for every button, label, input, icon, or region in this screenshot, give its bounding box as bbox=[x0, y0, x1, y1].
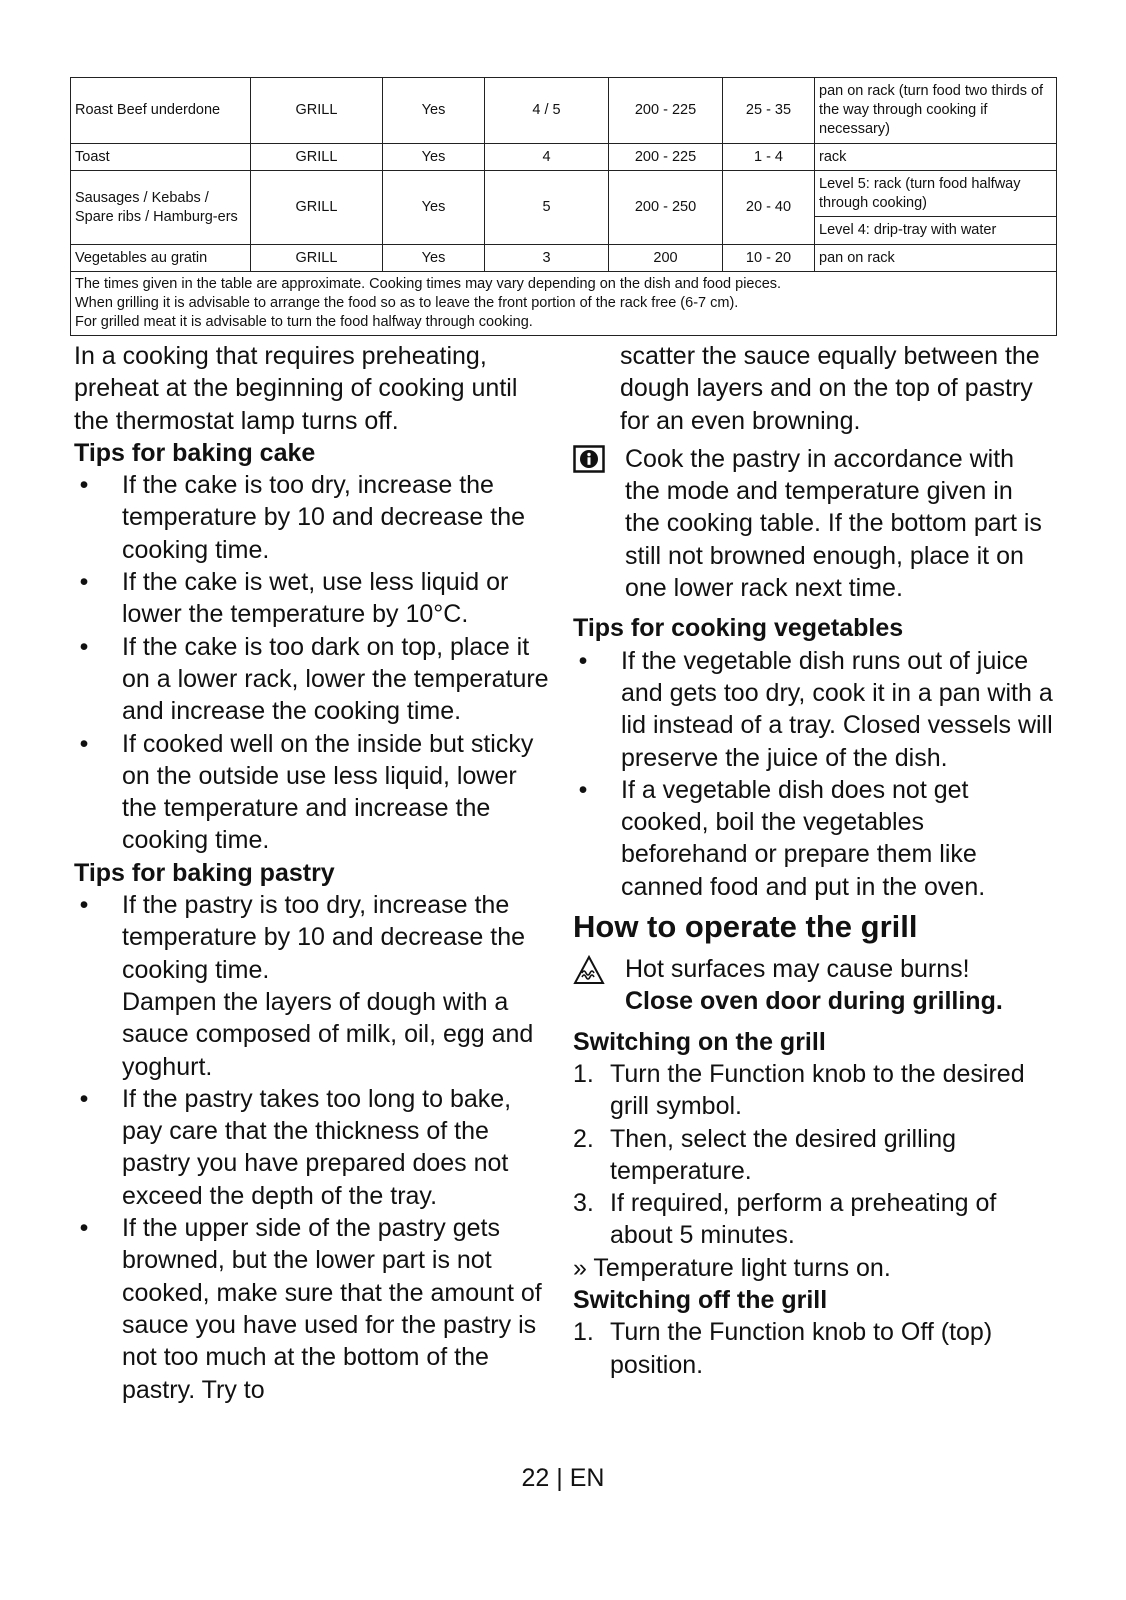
list-item bbox=[573, 1123, 1053, 1188]
info-note bbox=[573, 443, 1053, 604]
time-cell: 10 - 20 bbox=[723, 245, 815, 272]
info-icon bbox=[573, 445, 605, 481]
list-item bbox=[74, 728, 554, 857]
grill-section-title: How to operate the grill bbox=[573, 909, 918, 945]
table-row bbox=[71, 78, 1057, 144]
food-cell: Vegetables au gratin bbox=[71, 245, 251, 272]
pastry-tip-extra: Dampen the layers of dough with a sauce composed of milk, oil, egg and yoghurt. bbox=[122, 987, 534, 1081]
vegetable-tip-text: If the vegetable dish runs out of juice and gets too dry, cook it in a pan with a lid instead of a tray. Closed vessels will preserve the juice of the dish. bbox=[621, 646, 1053, 772]
preheat-cell: Yes bbox=[383, 78, 485, 144]
temperature-cell: 200 bbox=[609, 245, 723, 272]
list-item bbox=[573, 1187, 1053, 1252]
function-cell: GRILL bbox=[251, 78, 383, 144]
step-text: Turn the Function knob to the desired grill symbol. bbox=[610, 1059, 1025, 1121]
accessory-cell: Level 4: drip-tray with water bbox=[815, 217, 1057, 245]
temperature-cell: 200 - 250 bbox=[609, 171, 723, 245]
list-item bbox=[573, 645, 1053, 774]
vegetable-tip-text: If a vegetable dish does not get cooked, boil the vegetables beforehand or prepare them like canned food and put in the oven. bbox=[621, 775, 986, 901]
pastry-tips-heading: Tips for baking pastry bbox=[74, 858, 335, 887]
time-cell: 25 - 35 bbox=[723, 78, 815, 144]
warning-note bbox=[573, 953, 1053, 1018]
list-item bbox=[74, 889, 554, 986]
warning-bold-text: Close oven door during grilling. bbox=[625, 987, 1003, 1016]
bullet-icon: • bbox=[79, 632, 89, 661]
warning-text: Hot surfaces may cause burns! bbox=[625, 955, 970, 984]
function-cell: GRILL bbox=[251, 245, 383, 272]
food-cell: Sausages / Kebabs / Spare ribs / Hamburg-ers bbox=[71, 171, 251, 245]
temperature-cell: 200 - 225 bbox=[609, 144, 723, 171]
preheat-cell: Yes bbox=[383, 171, 485, 245]
bullet-icon: • bbox=[79, 1214, 89, 1243]
bullet-icon: • bbox=[79, 471, 89, 500]
right-column bbox=[573, 340, 1053, 1381]
accessory-cell: Level 5: rack (turn food halfway through cooking) bbox=[815, 171, 1057, 217]
step-text: Turn the Function knob to Off (top) position. bbox=[610, 1318, 993, 1379]
cake-tip-text: If the cake is wet, use less liquid or lower the temperature by 10°C. bbox=[122, 568, 509, 629]
grill-cooking-table bbox=[70, 77, 1057, 336]
bullet-icon: • bbox=[79, 568, 89, 597]
food-cell: Toast bbox=[71, 144, 251, 171]
cake-tip-text: If cooked well on the inside but sticky on the outside use less liquid, lower the temperature and increase the cooking time. bbox=[122, 729, 534, 855]
level-cell: 4 / 5 bbox=[485, 78, 609, 144]
list-item bbox=[74, 566, 554, 631]
time-cell: 1 - 4 bbox=[723, 144, 815, 171]
bullet-icon: • bbox=[79, 891, 89, 920]
cake-tip-text: If the cake is too dark on top, place it on a lower rack, lower the temperature and increase the cooking time. bbox=[122, 632, 549, 726]
table-row bbox=[71, 171, 1057, 217]
vegetable-tips-heading: Tips for cooking vegetables bbox=[573, 614, 904, 643]
list-item bbox=[573, 774, 1053, 903]
pastry-tip-text: If the upper side of the pastry gets browned, but the lower part is not cooked, make sure that the amount of sauce you have used for the pastry is not too much at the bottom of the pastry. Try to bbox=[122, 1214, 542, 1404]
cake-tips-heading: Tips for baking cake bbox=[74, 438, 316, 467]
accessory-cell: pan on rack (turn food two thirds of the way through cooking if necessary) bbox=[815, 78, 1057, 144]
level-cell: 3 bbox=[485, 245, 609, 272]
preheat-cell: Yes bbox=[383, 245, 485, 272]
function-cell: GRILL bbox=[251, 171, 383, 245]
switching-off-heading: Switching off the grill bbox=[573, 1286, 828, 1315]
step-text: If required, perform a preheating of about 5 minutes. bbox=[610, 1189, 997, 1250]
info-note-text: Cook the pastry in accordance with the mode and temperature given in the cooking table. If the bottom part is still not browned enough, place it on one lower rack next time. bbox=[625, 444, 1042, 603]
switching-on-heading: Switching on the grill bbox=[573, 1027, 826, 1056]
preheat-intro: In a cooking that requires preheating, preheat at the beginning of cooking until the thermostat lamp turns off. bbox=[74, 342, 518, 435]
accessory-cell: pan on rack bbox=[815, 245, 1057, 272]
pastry-tip-continuation: scatter the sauce equally between the dough layers and on the top of pastry for an even browning. bbox=[620, 342, 1040, 435]
table-notes-row bbox=[71, 272, 1057, 336]
step-number: 1. bbox=[573, 1318, 594, 1347]
cake-tip-text: If the cake is too dry, increase the temperature by 10 and decrease the cooking time. bbox=[122, 471, 526, 564]
accessory-cell: rack bbox=[815, 144, 1057, 171]
step-number: 1. bbox=[573, 1059, 594, 1088]
bullet-icon: • bbox=[79, 1084, 89, 1113]
table-row bbox=[71, 144, 1057, 171]
step-number: 3. bbox=[573, 1189, 594, 1218]
result-line: » Temperature light turns on. bbox=[573, 1253, 891, 1282]
list-item bbox=[573, 1058, 1053, 1123]
bullet-icon: • bbox=[578, 646, 588, 675]
level-cell: 4 bbox=[485, 144, 609, 171]
food-cell: Roast Beef underdone bbox=[71, 78, 251, 144]
table-notes bbox=[71, 272, 1057, 336]
time-cell: 20 - 40 bbox=[723, 171, 815, 245]
bullet-icon: • bbox=[578, 775, 588, 804]
warning-triangle-icon bbox=[573, 955, 605, 993]
page-footer: 22 | EN bbox=[521, 1464, 605, 1492]
temperature-cell: 200 - 225 bbox=[609, 78, 723, 144]
level-cell: 5 bbox=[485, 171, 609, 245]
list-item bbox=[74, 1212, 554, 1406]
table-note: For grilled meat it is advisable to turn the food halfway through cooking. bbox=[75, 314, 533, 330]
list-item bbox=[573, 1316, 1053, 1381]
list-item bbox=[74, 1083, 554, 1212]
preheat-cell: Yes bbox=[383, 144, 485, 171]
pastry-tip-text: If the pastry is too dry, increase the temperature by 10 and decrease the cooking time. bbox=[122, 891, 526, 984]
left-column bbox=[74, 340, 554, 1406]
list-item bbox=[74, 631, 554, 728]
table-note: When grilling it is advisable to arrange the food so as to leave the front portion of the rack free (6-7 cm). bbox=[75, 295, 739, 311]
step-number: 2. bbox=[573, 1124, 594, 1153]
list-item bbox=[74, 469, 554, 566]
step-text: Then, select the desired grilling temperature. bbox=[610, 1124, 957, 1185]
table-row bbox=[71, 245, 1057, 272]
pastry-tip-text: If the pastry takes too long to bake, pay care that the thickness of the pastry you have prepared does not exceed the depth of the tray. bbox=[122, 1084, 512, 1210]
table-note: The times given in the table are approximate. Cooking times may vary depending on the dish and food pieces. bbox=[75, 276, 782, 292]
bullet-icon: • bbox=[79, 729, 89, 758]
function-cell: GRILL bbox=[251, 144, 383, 171]
